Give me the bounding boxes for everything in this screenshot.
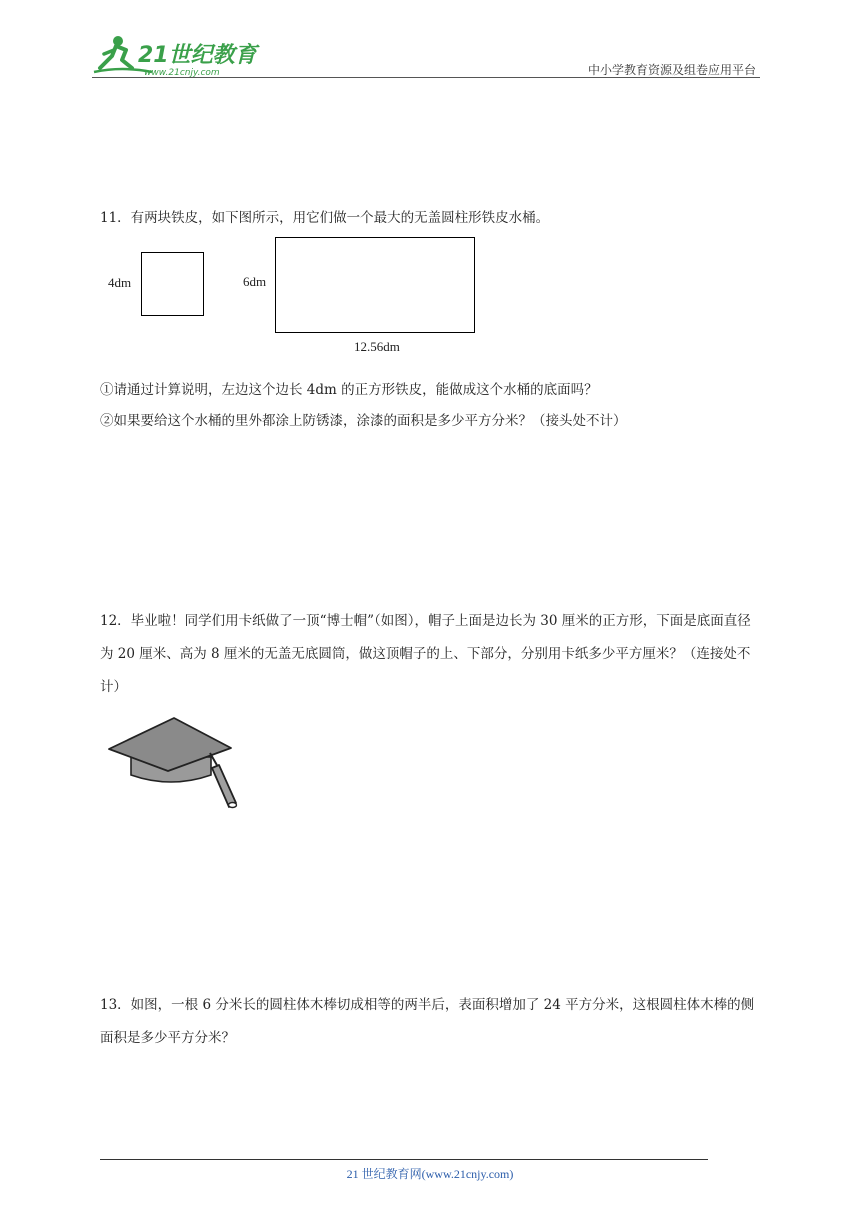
question-12-text: 12．毕业啦！同学们用卡纸做了一顶“博士帽”（如图），帽子上面是边长为 30 厘米的正方形，下面是底面直径为 20 厘米、高为 8 厘米的无盖无底圆筒，做这顶帽子的上、下部分，分别用卡纸多少平方厘米？（连接处不计） bbox=[100, 613, 751, 695]
square-side-label: 4dm bbox=[108, 275, 132, 290]
question-11-part-2: ②如果要给这个水桶的里外都涂上防锈漆，涂漆的面积是多少平方分米？（接头处不计） bbox=[100, 413, 627, 429]
logo-text: 21世纪教育 bbox=[138, 43, 257, 68]
square-sheet-figure bbox=[141, 252, 204, 316]
question-13-text: 13．如图，一根 6 分米长的圆柱体木棒切成相等的两半后，表面积增加了 24 平方分米，这根圆柱体木棒的侧面积是多少平方分米？ bbox=[100, 997, 755, 1046]
header-divider bbox=[92, 77, 760, 78]
rect-width-label: 12.56dm bbox=[354, 339, 400, 354]
header-tagline: 中小学教育资源及组卷应用平台 bbox=[587, 63, 756, 77]
rectangle-sheet-figure bbox=[275, 237, 475, 333]
question-11-part-1: ①请通过计算说明，左边这个边长 4dm 的正方形铁皮，能做成这个水桶的底面吗？ bbox=[100, 382, 598, 398]
logo-url: www.21cnjy.com bbox=[144, 68, 220, 78]
site-logo bbox=[92, 32, 262, 80]
footer-divider bbox=[100, 1159, 708, 1160]
rect-height-label: 6dm bbox=[243, 274, 267, 289]
question-11-text: 11．有两块铁皮，如下图所示，用它们做一个最大的无盖圆柱形铁皮水桶。 bbox=[100, 210, 550, 226]
graduation-cap-figure bbox=[106, 715, 246, 815]
footer-link[interactable]: 21 世纪教育网(www.21cnjy.com) bbox=[346, 1167, 514, 1181]
